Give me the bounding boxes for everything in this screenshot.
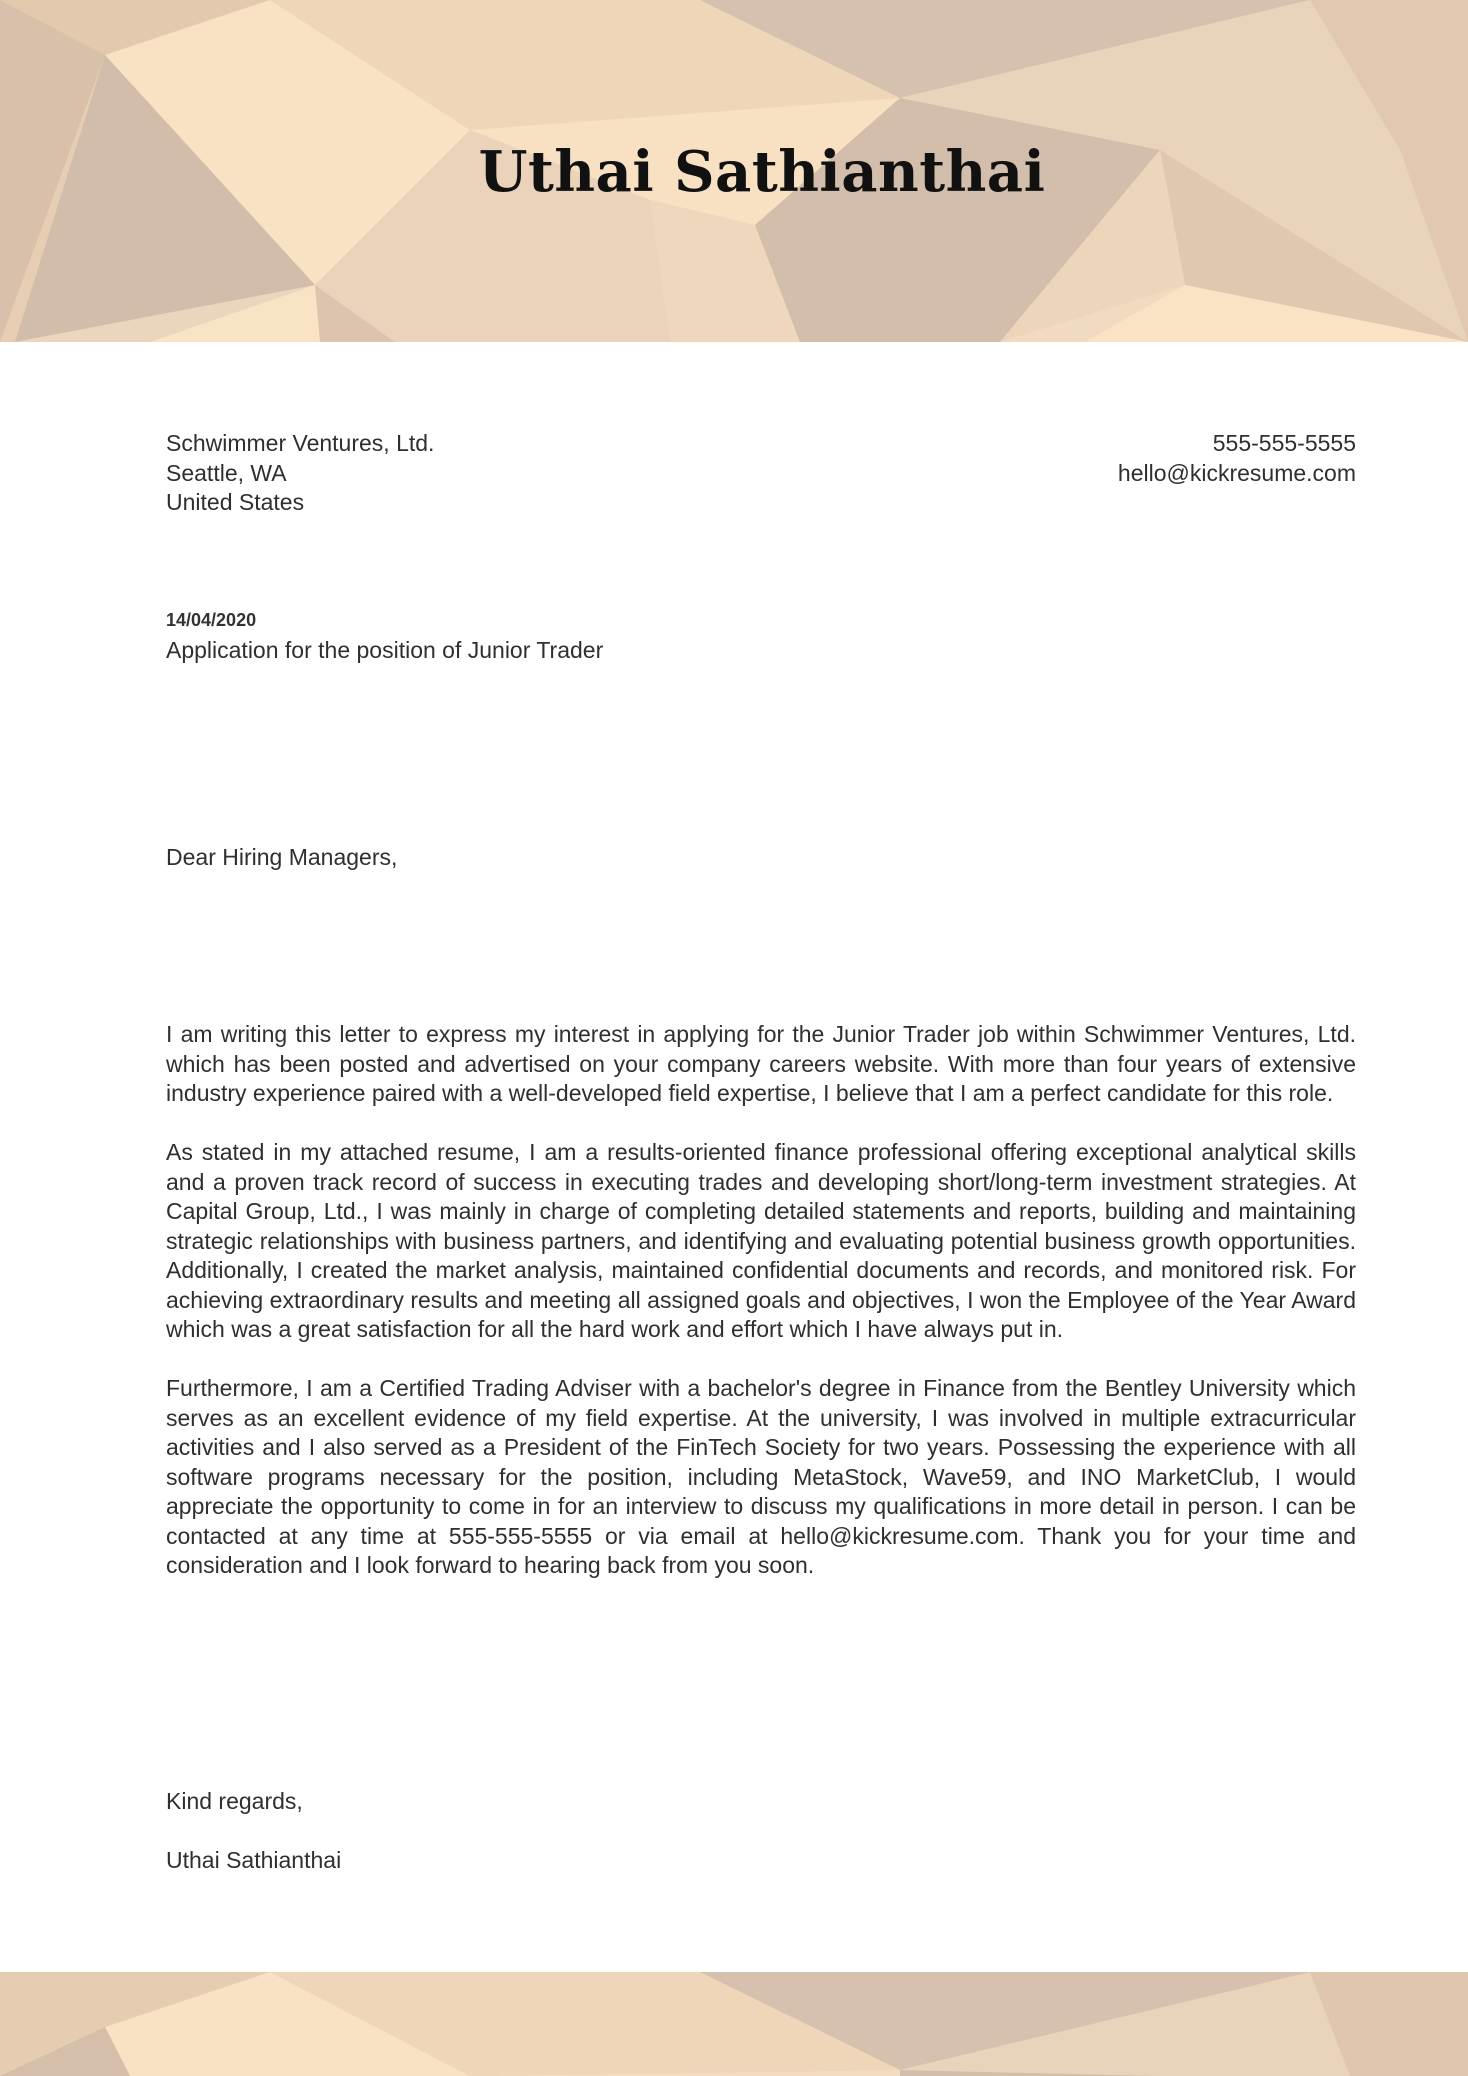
body-paragraph: As stated in my attached resume, I am a results-oriented finance professional offering exceptional analytical skills and a proven track record of success in executing trades and developing short/long-term investment strategies. At Capital Group, Ltd., I was mainly in charge of completing detailed statements and reports, building and maintaining strategic relationships with business partners, and identifying and evaluating potential business growth opportunities. Additionally, I created the market analysis, maintained confidential documents and records, and monitored risk. For achieving extraordinary results and meeting all assigned goals and objectives, I won the Employee of the Year Award which was a great satisfaction for all the hard work and effort which I have always put in. xyxy=(166,1139,1356,1342)
letter-greeting: Dear Hiring Managers, xyxy=(166,844,398,870)
letter-closing-block xyxy=(166,1787,1356,1905)
contact-phone: 555-555-5555 xyxy=(1212,430,1356,456)
footer-polygon-pattern xyxy=(0,1972,1468,2076)
body-paragraph: Furthermore, I am a Certified Trading Adviser with a bachelor's degree in Finance from the Bentley University which serves as an excellent evidence of my field expertise. At the university, I was involved in multiple extracurricular activities and I also served as a President of the FinTech Society for two years. Possessing the experience with all software programs necessary for the position, including MetaStock, Wave59, and INO MarketClub, I would appreciate the opportunity to come in for an interview to discuss my qualifications in more detail in person. I can be contacted at any time at 555-555-5555 or via email at hello@kickresume.com. Thank you for your time and consideration and I look forward to hearing back from you soon. xyxy=(166,1375,1356,1578)
contact-email: hello@kickresume.com xyxy=(1117,459,1356,486)
recipient-company: Schwimmer Ventures, Ltd. xyxy=(166,430,435,456)
applicant-name-heading: Uthai Sathianthai xyxy=(478,139,1046,205)
footer-banner xyxy=(0,1972,1468,2076)
letter-closing: Kind regards, xyxy=(166,1788,303,1814)
sender-contact xyxy=(1118,429,1356,488)
date-subject-block xyxy=(166,606,1356,666)
letter-date: 14/04/2020 xyxy=(166,610,257,630)
recipient-country: United States xyxy=(166,489,305,515)
recipient-city: Seattle, WA xyxy=(166,459,287,486)
letter-signature: Uthai Sathianthai xyxy=(166,1847,342,1873)
body-paragraph: I am writing this letter to express my interest in applying for the Junior Trader job within Schwimmer Ventures, Ltd. which has been posted and advertised on your company careers website. With more than four years of extensive industry experience paired with a well-developed field expertise, I believe that I am a perfect candidate for this role. xyxy=(166,1021,1356,1106)
letter-body xyxy=(166,1020,1356,1610)
letter-subject: Application for the position of Junior Trader xyxy=(166,637,604,663)
